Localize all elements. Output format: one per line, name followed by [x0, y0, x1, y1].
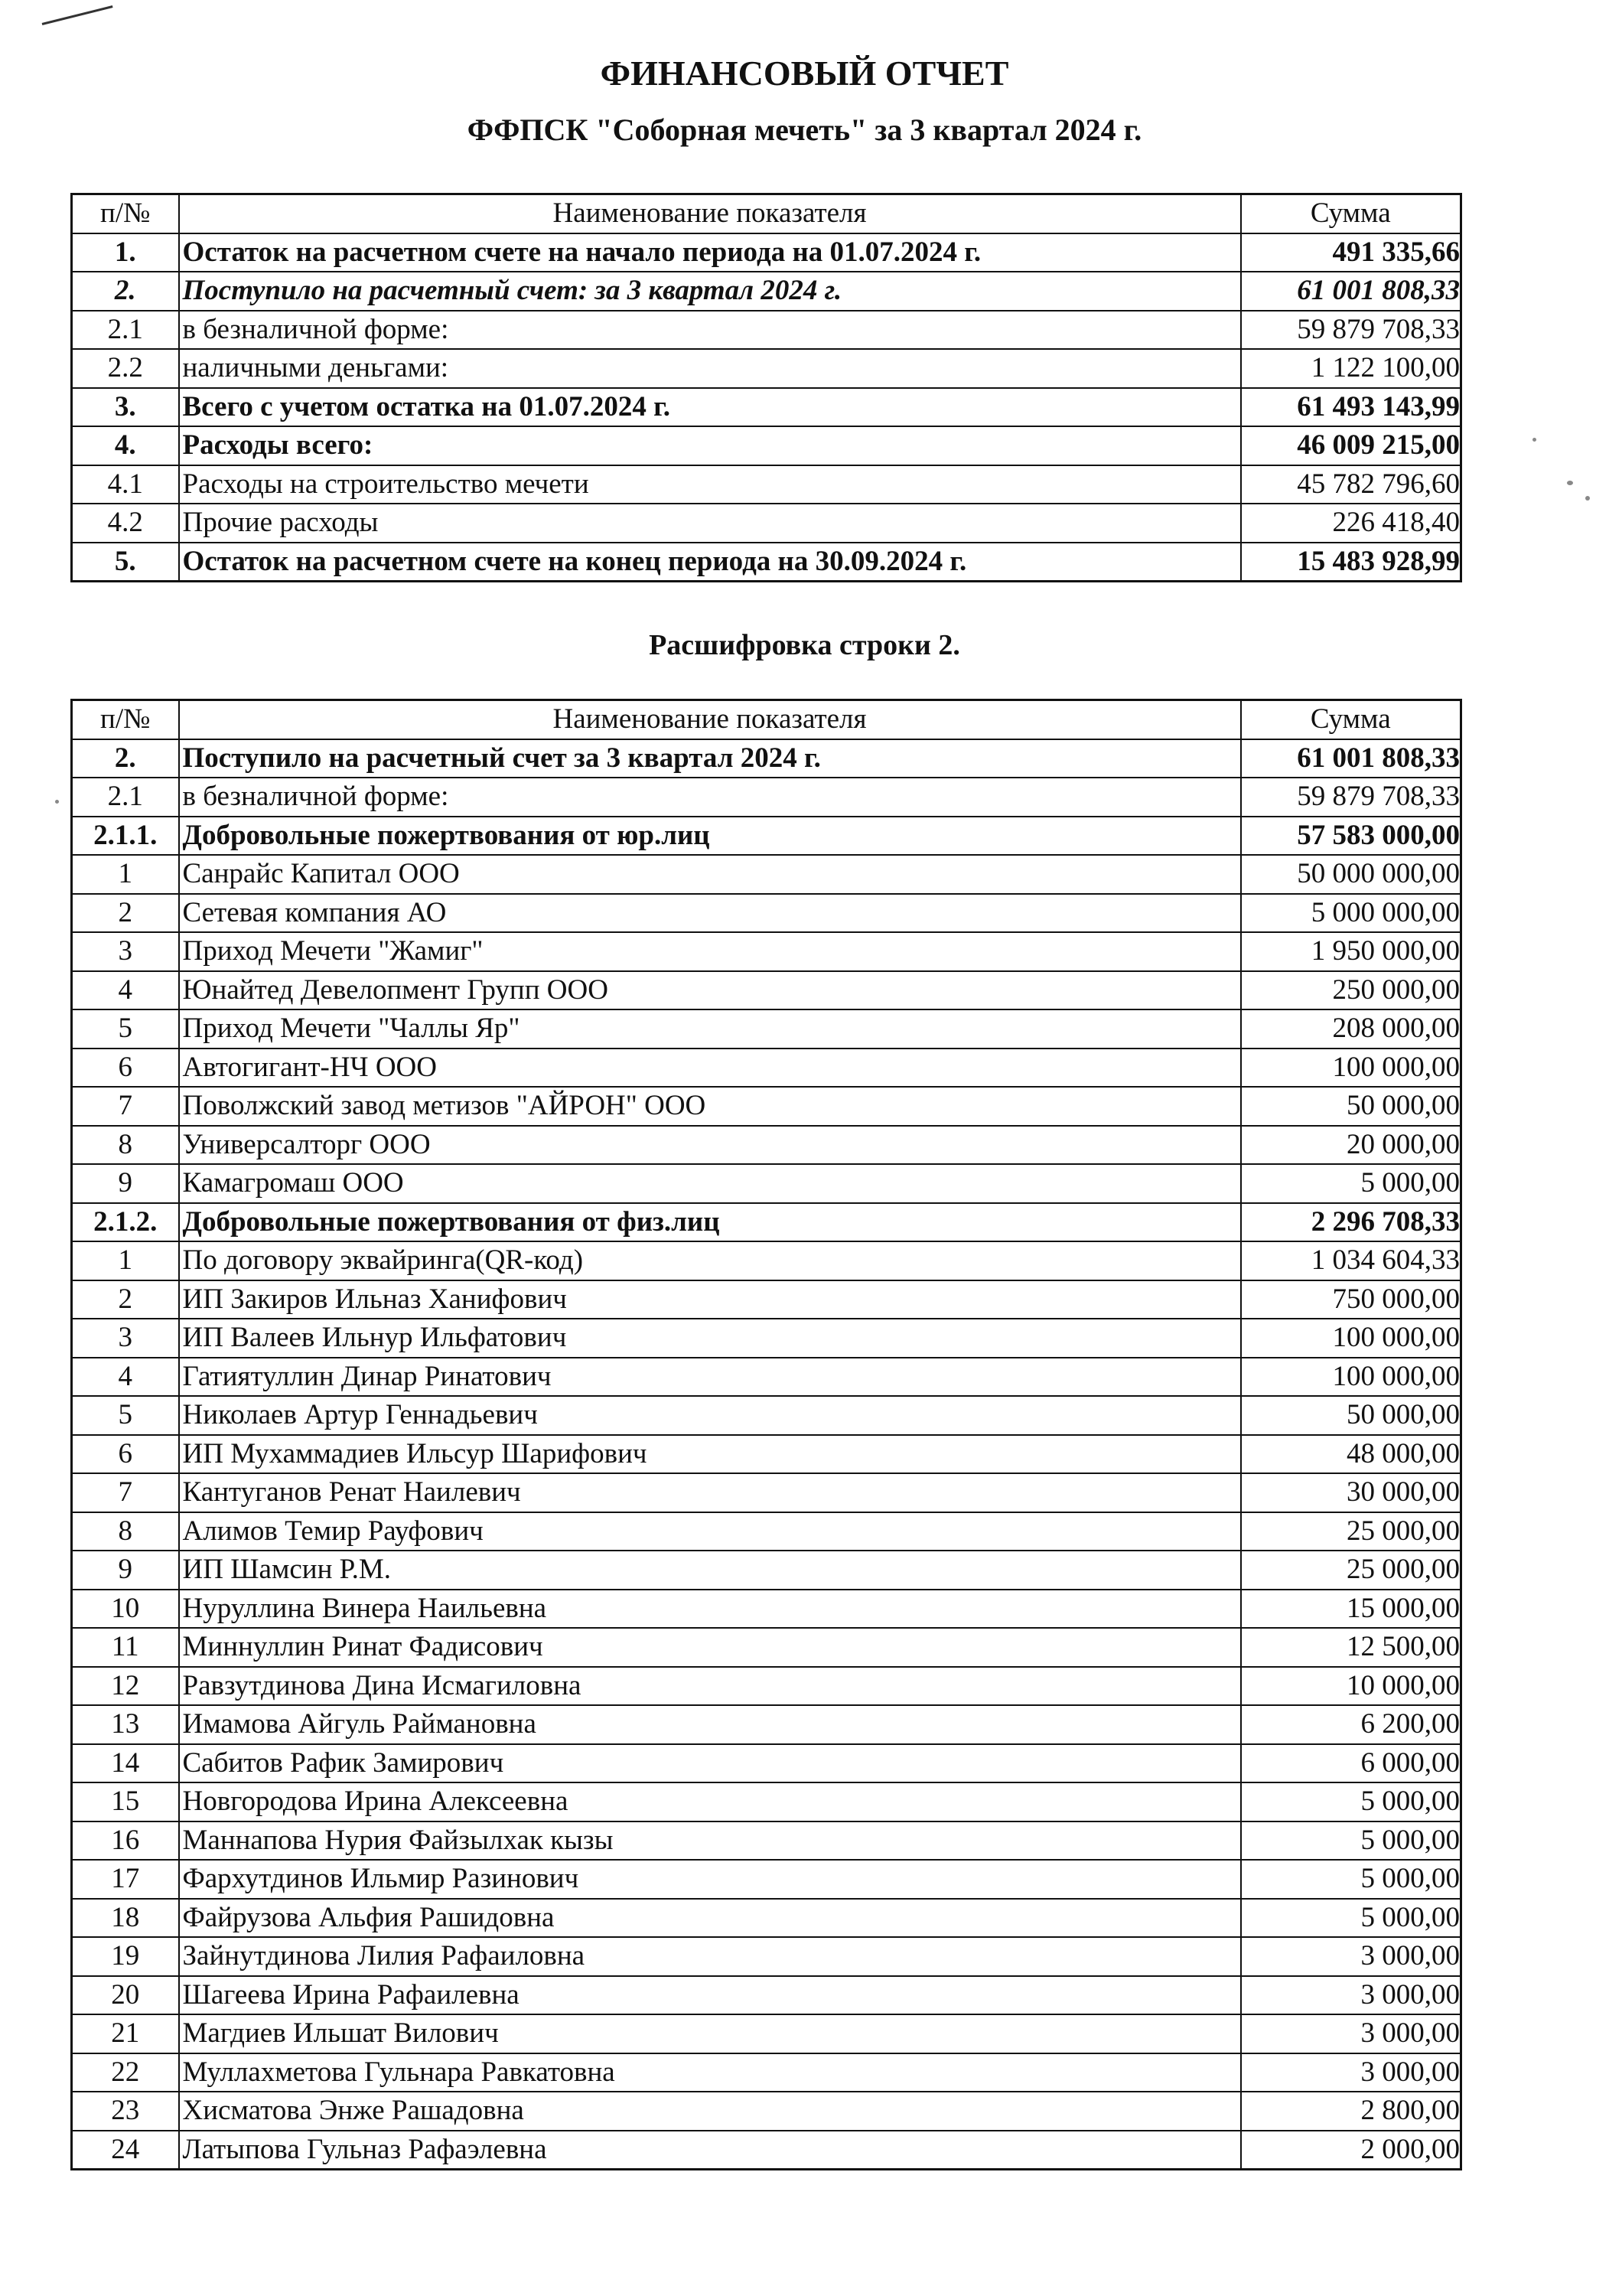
row-amount-cell: 48 000,00	[1241, 1435, 1461, 1474]
row-name-cell: наличными деньгами:	[179, 349, 1241, 388]
row-name-cell: Кантуганов Ренат Наилевич	[179, 1473, 1241, 1512]
table-row	[72, 1473, 1461, 1512]
row-number-cell: 7	[72, 1473, 179, 1512]
row-number-cell: 7	[72, 1087, 179, 1126]
row-number-cell: 3	[72, 932, 179, 971]
row-number-cell: 4.1	[72, 465, 179, 504]
row-name-cell: Расходы всего:	[179, 426, 1241, 465]
row-number-cell: 16	[72, 1821, 179, 1861]
row-number-cell: 10	[72, 1590, 179, 1629]
column-header-num: п/№	[72, 194, 179, 233]
table-header-row	[72, 700, 1461, 739]
row-amount-cell: 1 122 100,00	[1241, 349, 1461, 388]
row-amount-cell: 12 500,00	[1241, 1628, 1461, 1667]
row-name-cell: Расходы на строительство мечети	[179, 465, 1241, 504]
row-amount-cell: 208 000,00	[1241, 1009, 1461, 1049]
row-name-cell: Имамова Айгуль Раймановна	[179, 1705, 1241, 1744]
row-amount-cell: 25 000,00	[1241, 1512, 1461, 1551]
row-name-cell: Зайнутдинова Лилия Рафаиловна	[179, 1937, 1241, 1976]
row-amount-cell: 57 583 000,00	[1241, 817, 1461, 856]
table-row	[72, 1009, 1461, 1049]
table-row	[72, 1164, 1461, 1203]
table-row	[72, 1744, 1461, 1783]
row-amount-cell: 50 000 000,00	[1241, 855, 1461, 894]
row-name-cell: Санрайс Капитал ООО	[179, 855, 1241, 894]
table-row	[72, 778, 1461, 817]
table-row	[72, 1396, 1461, 1435]
row-name-cell: Приход Мечети "Жамиг"	[179, 932, 1241, 971]
row-number-cell: 2.1.2.	[72, 1203, 179, 1242]
row-name-cell: Алимов Темир Рауфович	[179, 1512, 1241, 1551]
row-number-cell: 2.1.1.	[72, 817, 179, 856]
row-name-cell: Латыпова Гульназ Рафаэлевна	[179, 2131, 1241, 2170]
row-name-cell: Приход Мечети "Чаллы Яр"	[179, 1009, 1241, 1049]
table-row	[72, 1590, 1461, 1629]
row-number-cell: 3.	[72, 388, 179, 427]
table-row	[72, 2131, 1461, 2170]
row-name-cell: Остаток на расчетном счете на начало периода на 01.07.2024 г.	[179, 233, 1241, 272]
row-amount-cell: 50 000,00	[1241, 1087, 1461, 1126]
row-amount-cell: 3 000,00	[1241, 2014, 1461, 2053]
row-name-cell: Фархутдинов Ильмир Разинович	[179, 1860, 1241, 1899]
row-amount-cell: 2 296 708,33	[1241, 1203, 1461, 1242]
row-name-cell: Хисматова Энже Рашадовна	[179, 2092, 1241, 2131]
row-name-cell: Маннапова Нурия Файзылхак кызы	[179, 1821, 1241, 1861]
row-number-cell: 20	[72, 1976, 179, 2015]
row-number-cell: 2.	[72, 272, 179, 311]
row-number-cell: 13	[72, 1705, 179, 1744]
row-number-cell: 4.	[72, 426, 179, 465]
row-amount-cell: 46 009 215,00	[1241, 426, 1461, 465]
row-name-cell: ИП Шамсин Р.М.	[179, 1551, 1241, 1590]
row-amount-cell: 5 000,00	[1241, 1164, 1461, 1203]
table-row	[72, 2092, 1461, 2131]
row-number-cell: 9	[72, 1551, 179, 1590]
row-amount-cell: 10 000,00	[1241, 1667, 1461, 1706]
row-number-cell: 15	[72, 1782, 179, 1821]
row-amount-cell: 2 000,00	[1241, 2131, 1461, 2170]
row-name-cell: Миннуллин Ринат Фадисович	[179, 1628, 1241, 1667]
breakdown-table	[70, 699, 1462, 2170]
page-title: ФИНАНСОВЫЙ ОТЧЕТ	[600, 54, 1009, 93]
row-number-cell: 8	[72, 1512, 179, 1551]
row-number-cell: 12	[72, 1667, 179, 1706]
row-number-cell: 6	[72, 1049, 179, 1088]
table-row	[72, 1319, 1461, 1358]
row-number-cell: 18	[72, 1899, 179, 1938]
row-amount-cell: 45 782 796,60	[1241, 465, 1461, 504]
table-row	[72, 426, 1461, 465]
table-row	[72, 1976, 1461, 2015]
row-number-cell: 3	[72, 1319, 179, 1358]
row-name-cell: Добровольные пожертвования от физ.лиц	[179, 1203, 1241, 1242]
row-amount-cell: 100 000,00	[1241, 1049, 1461, 1088]
row-amount-cell: 61 001 808,33	[1241, 739, 1461, 778]
row-name-cell: По договору эквайринга(QR-код)	[179, 1241, 1241, 1280]
row-number-cell: 5.	[72, 543, 179, 582]
page-subtitle: ФФПСК "Соборная мечеть" за 3 квартал 2024 г.	[467, 113, 1142, 147]
row-number-cell: 2.2	[72, 349, 179, 388]
table-row	[72, 1435, 1461, 1474]
row-name-cell: Остаток на расчетном счете на конец периода на 30.09.2024 г.	[179, 543, 1241, 582]
row-amount-cell: 50 000,00	[1241, 1396, 1461, 1435]
row-name-cell: Гатиятуллин Динар Ринатович	[179, 1358, 1241, 1397]
row-name-cell: в безналичной форме:	[179, 778, 1241, 817]
table-row	[72, 932, 1461, 971]
table-row	[72, 1782, 1461, 1821]
row-amount-cell: 15 483 928,99	[1241, 543, 1461, 582]
row-name-cell: в безналичной форме:	[179, 311, 1241, 350]
row-amount-cell: 1 950 000,00	[1241, 932, 1461, 971]
row-amount-cell: 61 001 808,33	[1241, 272, 1461, 311]
row-amount-cell: 3 000,00	[1241, 2053, 1461, 2092]
row-amount-cell: 30 000,00	[1241, 1473, 1461, 1512]
scan-speck	[1532, 438, 1536, 442]
table-row	[72, 2014, 1461, 2053]
table-row	[72, 1087, 1461, 1126]
row-amount-cell: 61 493 143,99	[1241, 388, 1461, 427]
row-number-cell: 4	[72, 1358, 179, 1397]
row-name-cell: Николаев Артур Геннадьевич	[179, 1396, 1241, 1435]
column-header-name: Наименование показателя	[179, 194, 1241, 233]
table-row	[72, 1203, 1461, 1242]
row-number-cell: 22	[72, 2053, 179, 2092]
breakdown-title: Расшифровка строки 2.	[649, 629, 960, 661]
table-row	[72, 1860, 1461, 1899]
row-number-cell: 21	[72, 2014, 179, 2053]
table-row	[72, 817, 1461, 856]
row-name-cell: ИП Мухаммадиев Ильсур Шарифович	[179, 1435, 1241, 1474]
row-name-cell: Равзутдинова Дина Исмагиловна	[179, 1667, 1241, 1706]
table-row	[72, 1899, 1461, 1938]
row-name-cell: Сетевая компания АО	[179, 894, 1241, 933]
row-number-cell: 2.1	[72, 311, 179, 350]
row-amount-cell: 750 000,00	[1241, 1280, 1461, 1319]
row-number-cell: 5	[72, 1396, 179, 1435]
row-number-cell: 8	[72, 1126, 179, 1165]
row-amount-cell: 250 000,00	[1241, 971, 1461, 1010]
row-name-cell: Автогигант-НЧ ООО	[179, 1049, 1241, 1088]
table-header-row	[72, 194, 1461, 233]
table-row	[72, 1937, 1461, 1976]
column-header-num: п/№	[72, 700, 179, 739]
row-number-cell: 23	[72, 2092, 179, 2131]
row-name-cell: Нуруллина Винера Наильевна	[179, 1590, 1241, 1629]
row-number-cell: 19	[72, 1937, 179, 1976]
row-number-cell: 1	[72, 855, 179, 894]
row-name-cell: Юнайтед Девелопмент Групп ООО	[179, 971, 1241, 1010]
row-amount-cell: 6 200,00	[1241, 1705, 1461, 1744]
table-row	[72, 465, 1461, 504]
row-amount-cell: 6 000,00	[1241, 1744, 1461, 1783]
table-row	[72, 1821, 1461, 1861]
row-amount-cell: 5 000,00	[1241, 1860, 1461, 1899]
row-number-cell: 11	[72, 1628, 179, 1667]
row-amount-cell: 5 000 000,00	[1241, 894, 1461, 933]
row-number-cell: 1	[72, 1241, 179, 1280]
table-row	[72, 1126, 1461, 1165]
table-row	[72, 894, 1461, 933]
table-row	[72, 1280, 1461, 1319]
scan-pen-mark	[42, 5, 113, 25]
row-name-cell: Прочие расходы	[179, 504, 1241, 543]
row-amount-cell: 25 000,00	[1241, 1551, 1461, 1590]
row-number-cell: 14	[72, 1744, 179, 1783]
table-row	[72, 233, 1461, 272]
table-row	[72, 349, 1461, 388]
row-name-cell: Камагромаш ООО	[179, 1164, 1241, 1203]
summary-table	[70, 193, 1462, 582]
row-name-cell: ИП Валеев Ильнур Ильфатович	[179, 1319, 1241, 1358]
row-name-cell: Всего с учетом остатка на 01.07.2024 г.	[179, 388, 1241, 427]
row-amount-cell: 2 800,00	[1241, 2092, 1461, 2131]
table-row	[72, 1705, 1461, 1744]
table-row	[72, 272, 1461, 311]
row-name-cell: Магдиев Ильшат Вилович	[179, 2014, 1241, 2053]
row-amount-cell: 5 000,00	[1241, 1782, 1461, 1821]
column-header-name: Наименование показателя	[179, 700, 1241, 739]
table-row	[72, 2053, 1461, 2092]
row-name-cell: Шагеева Ирина Рафаилевна	[179, 1976, 1241, 2015]
table-row	[72, 1512, 1461, 1551]
table-row	[72, 1667, 1461, 1706]
row-number-cell: 17	[72, 1860, 179, 1899]
row-number-cell: 4	[72, 971, 179, 1010]
scan-speck	[1567, 481, 1573, 485]
row-number-cell: 5	[72, 1009, 179, 1049]
row-name-cell: Муллахметова Гульнара Равкатовна	[179, 2053, 1241, 2092]
row-amount-cell: 59 879 708,33	[1241, 778, 1461, 817]
table-row	[72, 388, 1461, 427]
column-header-sum: Сумма	[1241, 700, 1461, 739]
row-number-cell: 24	[72, 2131, 179, 2170]
row-amount-cell: 226 418,40	[1241, 504, 1461, 543]
table-row	[72, 739, 1461, 778]
row-name-cell: Универсалторг ООО	[179, 1126, 1241, 1165]
row-name-cell: Поступило на расчетный счет за 3 квартал 2024 г.	[179, 739, 1241, 778]
row-number-cell: 9	[72, 1164, 179, 1203]
table-row	[72, 504, 1461, 543]
scan-speck	[55, 800, 59, 804]
row-amount-cell: 59 879 708,33	[1241, 311, 1461, 350]
row-name-cell: Файрузова Альфия Рашидовна	[179, 1899, 1241, 1938]
row-number-cell: 2.1	[72, 778, 179, 817]
row-amount-cell: 5 000,00	[1241, 1821, 1461, 1861]
row-amount-cell: 100 000,00	[1241, 1319, 1461, 1358]
row-amount-cell: 20 000,00	[1241, 1126, 1461, 1165]
row-amount-cell: 491 335,66	[1241, 233, 1461, 272]
row-amount-cell: 3 000,00	[1241, 1937, 1461, 1976]
row-number-cell: 1.	[72, 233, 179, 272]
row-amount-cell: 3 000,00	[1241, 1976, 1461, 2015]
table-row	[72, 1358, 1461, 1397]
row-name-cell: Поволжский завод метизов "АЙРОН" ООО	[179, 1087, 1241, 1126]
table-row	[72, 855, 1461, 894]
row-name-cell: Сабитов Рафик Замирович	[179, 1744, 1241, 1783]
summary-table-body	[72, 233, 1461, 582]
row-amount-cell: 15 000,00	[1241, 1590, 1461, 1629]
breakdown-table-body	[72, 739, 1461, 2170]
table-row	[72, 971, 1461, 1010]
row-number-cell: 2.	[72, 739, 179, 778]
row-number-cell: 2	[72, 1280, 179, 1319]
table-row	[72, 311, 1461, 350]
table-row	[72, 1628, 1461, 1667]
table-row	[72, 1049, 1461, 1088]
scan-speck	[1585, 496, 1590, 501]
row-amount-cell: 5 000,00	[1241, 1899, 1461, 1938]
row-number-cell: 6	[72, 1435, 179, 1474]
row-amount-cell: 100 000,00	[1241, 1358, 1461, 1397]
column-header-sum: Сумма	[1241, 194, 1461, 233]
table-row	[72, 543, 1461, 582]
table-row	[72, 1241, 1461, 1280]
row-name-cell: Добровольные пожертвования от юр.лиц	[179, 817, 1241, 856]
row-amount-cell: 1 034 604,33	[1241, 1241, 1461, 1280]
table-row	[72, 1551, 1461, 1590]
row-name-cell: Новгородова Ирина Алексеевна	[179, 1782, 1241, 1821]
row-number-cell: 2	[72, 894, 179, 933]
row-name-cell: ИП Закиров Ильназ Ханифович	[179, 1280, 1241, 1319]
row-number-cell: 4.2	[72, 504, 179, 543]
row-name-cell: Поступило на расчетный счет: за 3 квартал 2024 г.	[179, 272, 1241, 311]
